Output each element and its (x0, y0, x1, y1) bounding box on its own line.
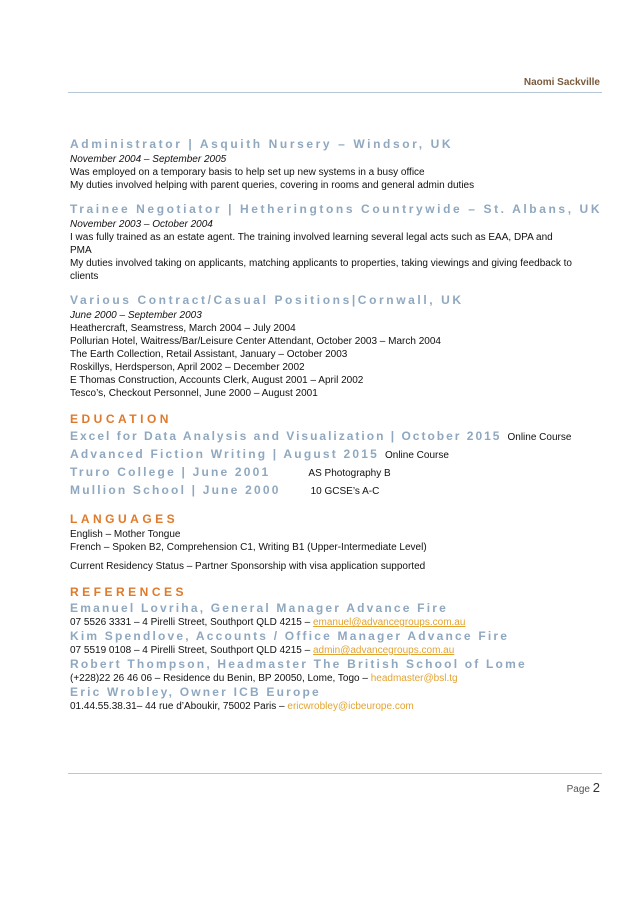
job-title: Various Contract/Casual Positions|Cornwall, UK (70, 293, 464, 307)
education-item (70, 446, 602, 464)
education-title: Excel for Data Analysis and Visualization | October 2015 (70, 429, 502, 443)
job-line: My duties involved taking on applicants, matching applicants to properties, taking viewings and giving feedback to (70, 258, 572, 269)
education-item (70, 428, 602, 446)
job-dates: November 2004 – September 2005 (70, 154, 227, 165)
reference-contact (70, 616, 602, 629)
job-line: clients (70, 271, 99, 282)
reference-entry (70, 685, 602, 713)
language-line: French – Spoken B2, Comprehension C1, Writing B1 (Upper-Intermediate Level) (70, 542, 427, 553)
job-title: Trainee Negotiator | Hetheringtons Countrywide – St. Albans, UK (70, 202, 603, 216)
job-line: My duties involved helping with parent queries, covering in rooms and general admin duties (70, 180, 475, 191)
reference-contact (70, 700, 602, 713)
footer-divider (68, 773, 602, 774)
reference-email-link[interactable]: emanuel@advancegroups.com.au (312, 617, 466, 628)
job-entry (70, 136, 602, 192)
reference-name: Robert Thompson, Headmaster The British School of Lome (70, 657, 527, 671)
reference-name: Kim Spendlove, Accounts / Office Manager Advance Fire (70, 629, 510, 643)
education-list (70, 428, 602, 500)
education-item (70, 482, 602, 500)
job-entry (70, 201, 602, 283)
job-line: Pollurian Hotel, Waitress/Bar/Leisure Center Attendant, October 2003 – March 2004 (70, 336, 441, 347)
reference-address: 07 5519 0108 – 4 Pirelli Street, Southport QLD 4215 – (70, 645, 313, 656)
education-note: 10 GCSE’s A-C (310, 486, 380, 497)
references-heading: REFERENCES (70, 585, 188, 599)
reference-address: (+228)22 26 46 06 – Residence du Benin, BP 20050, Lome, Togo – (70, 673, 371, 684)
header-name: Naomi Sackville (523, 77, 600, 88)
reference-entry (70, 601, 602, 629)
page-label: Page (566, 784, 590, 795)
job-line: Roskillys, Herdsperson, April 2002 – December 2002 (70, 362, 305, 373)
job-line: The Earth Collection, Retail Assistant, January – October 2003 (70, 349, 348, 360)
reference-address: 01.44.55.38.31– 44 rue d’Aboukir, 75002 Paris – (70, 701, 288, 712)
reference-contact (70, 672, 602, 685)
reference-contact (70, 644, 602, 657)
job-dates: November 2003 – October 2004 (70, 219, 213, 230)
job-entry (70, 292, 602, 400)
education-heading: EDUCATION (70, 412, 172, 426)
page-number-value: 2 (592, 780, 600, 795)
page-number (567, 780, 600, 795)
language-line: English – Mother Tongue (70, 529, 181, 540)
reference-email-link[interactable]: admin@advancegroups.com.au (312, 645, 455, 656)
reference-email-link[interactable]: headmaster@bsl.tg (370, 673, 458, 684)
education-note: AS Photography B (308, 468, 391, 479)
education-item (70, 464, 602, 482)
header-divider (68, 92, 602, 93)
education-title: Advanced Fiction Writing | August 2015 (70, 447, 379, 461)
job-line: Was employed on a temporary basis to help set up new systems in a busy office (70, 167, 425, 178)
education-title: Truro College | June 2001 (70, 465, 271, 479)
job-line: I was fully trained as an estate agent. The training involved learning several legal acts such as EAA, DPA and (70, 232, 553, 243)
resume-content (70, 136, 602, 713)
reference-email-link[interactable]: ericwrobley@icbeurope.com (287, 701, 414, 712)
job-title: Administrator | Asquith Nursery – Windsor, UK (70, 137, 454, 151)
job-line: Heathercraft, Seamstress, March 2004 – July 2004 (70, 323, 296, 334)
reference-entry (70, 657, 602, 685)
education-note: Online Course (385, 450, 449, 461)
residency-status: Current Residency Status – Partner Sponsorship with visa application supported (70, 561, 426, 572)
reference-address: 07 5526 3331 – 4 Pirelli Street, Southport QLD 4215 – (70, 617, 313, 628)
job-line: E Thomas Construction, Accounts Clerk, August 2001 – April 2002 (70, 375, 364, 386)
education-title: Mullion School | June 2000 (70, 483, 281, 497)
job-line: PMA (70, 245, 92, 256)
reference-name: Emanuel Lovriha, General Manager Advance Fire (70, 601, 448, 615)
job-dates: June 2000 – September 2003 (70, 310, 202, 321)
education-note: Online Course (507, 432, 572, 443)
job-line: Tesco’s, Checkout Personnel, June 2000 – August 2001 (70, 388, 318, 399)
languages-heading: LANGUAGES (70, 512, 179, 526)
reference-entry (70, 629, 602, 657)
reference-name: Eric Wrobley, Owner ICB Europe (70, 685, 321, 699)
